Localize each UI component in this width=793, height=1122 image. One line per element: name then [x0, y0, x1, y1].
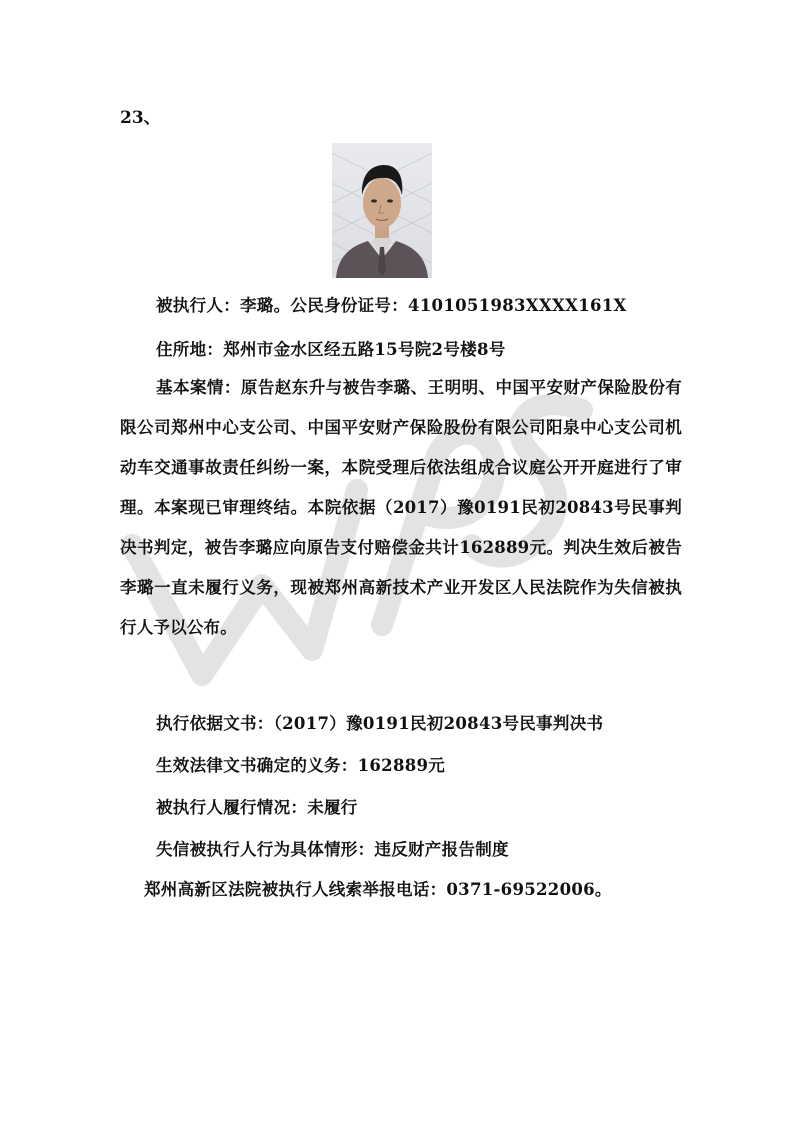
address-text: 住所地：郑州市金水区经五路15号院2号楼8号	[156, 340, 506, 359]
performance-status-text: 被执行人履行情况：未履行	[156, 798, 358, 817]
performance-status-line	[120, 794, 680, 818]
person-portrait-photo	[332, 143, 432, 278]
address-line	[120, 336, 680, 360]
report-hotline-text: 郑州高新区法院被执行人线索举报电话：0371-69522006。	[144, 880, 612, 899]
item-number: 23、	[120, 108, 161, 128]
debtor-identity-text: 被执行人：李璐。公民身份证号：4101051983XXXX161X	[156, 296, 627, 315]
dishonesty-circumstance-text: 失信被执行人行为具体情形：违反财产报告制度	[156, 840, 509, 859]
legal-obligation-line	[120, 752, 680, 776]
report-hotline-line	[120, 876, 680, 900]
legal-obligation-text: 生效法律文书确定的义务：162889元	[156, 756, 446, 775]
dishonesty-circumstance-line	[120, 836, 680, 860]
execution-basis-text: 执行依据文书：（2017）豫0191民初20843号民事判决书	[156, 714, 604, 733]
case-summary-paragraph: 基本案情：原告赵东升与被告李璐、王明明、中国平安财产保险股份有限公司郑州中心支公司、中国平安财产保险股份有限公司阳泉中心支公司机动车交通事故责任纠纷一案，本院受理后依法组成合议庭公开开庭进行了审理。本案现已审理终结。本院依据（2017）豫0191民初20843号民事判决书判定，被告李璐应向原告支付赔偿金共计162889元。判决生效后被告李璐一直未履行义务，现被郑州高新技术产业开发区人民法院作为失信被执行人予以公布。	[120, 378, 682, 637]
debtor-identity-line	[120, 292, 680, 316]
execution-basis-line	[120, 710, 680, 734]
